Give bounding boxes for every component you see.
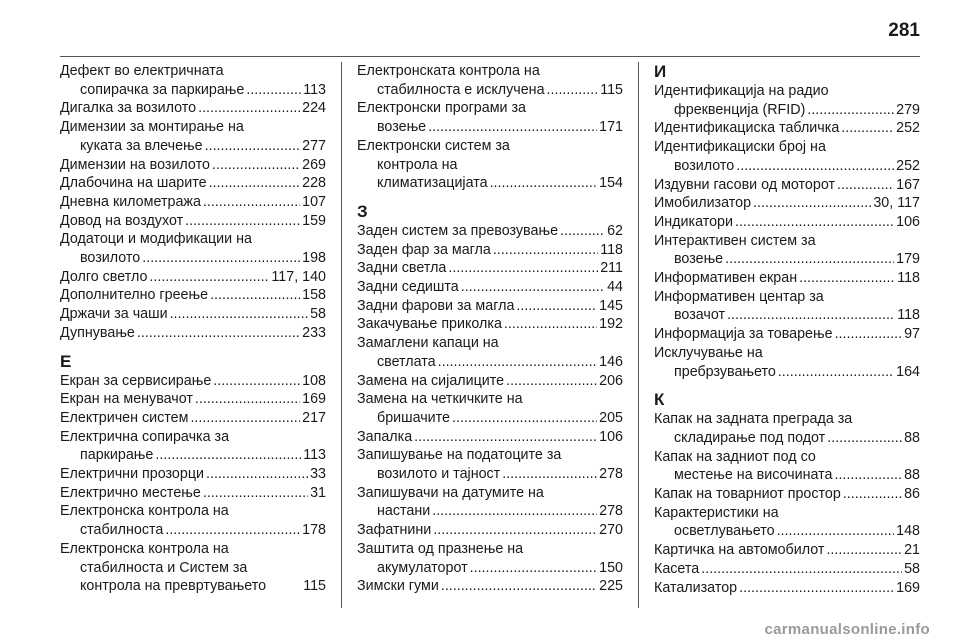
dot-leader — [209, 174, 301, 193]
entry-term: Заден систем за превозување — [357, 222, 559, 239]
entry-page-ref[interactable]: 148 — [896, 523, 920, 540]
index-entry[interactable] — [357, 577, 623, 596]
entry-term: Капак на задниот под со — [654, 448, 816, 465]
entry-page-ref[interactable]: 198 — [302, 250, 326, 267]
index-entry[interactable] — [60, 156, 326, 175]
entry-page-ref[interactable]: 58 — [310, 306, 326, 323]
entry-term: возачот — [674, 307, 726, 324]
entry-term: акумулаторот — [377, 559, 468, 576]
index-entry[interactable] — [654, 213, 920, 232]
entry-term: Информација за товарење — [654, 326, 833, 343]
entry-page-ref[interactable]: 270 — [599, 522, 623, 539]
dot-leader — [212, 156, 300, 175]
entry-page-ref[interactable]: 106 — [896, 213, 920, 230]
index-entry[interactable] — [357, 428, 623, 447]
index-entry[interactable] — [357, 390, 623, 427]
entry-term: Зафатнини — [357, 522, 432, 539]
entry-page-ref[interactable]: 118 — [897, 270, 920, 287]
entry-term: Капак на товарниот простор — [654, 486, 841, 503]
entry-term: Заден фар за магла — [357, 241, 491, 258]
index-entry[interactable] — [654, 504, 920, 541]
dot-leader — [826, 541, 902, 560]
index-entry[interactable] — [357, 521, 623, 540]
index-column-3 — [654, 62, 920, 597]
dot-leader — [433, 521, 597, 540]
entry-term: Дополнително греење — [60, 287, 209, 304]
index-entry[interactable] — [60, 484, 326, 503]
dot-leader — [701, 560, 902, 579]
index-entry[interactable] — [654, 560, 920, 579]
entry-term: Дефект во електричната — [60, 63, 224, 79]
entry-term: Електронска контрола на — [60, 503, 229, 520]
entry-term: Имобилизатор — [654, 195, 752, 212]
entry-term: Електронски систем за — [357, 137, 510, 154]
entry-term: светлата — [377, 353, 436, 370]
dot-leader — [841, 119, 894, 138]
entry-term: Електрични прозорци — [60, 466, 204, 483]
entry-page-ref[interactable]: 115 — [303, 578, 326, 595]
entry-term: возилото — [80, 250, 141, 267]
entry-page-ref[interactable]: 217 — [302, 409, 326, 426]
entry-term: Капак на задната преграда за — [654, 411, 853, 428]
entry-term: Идентификациска табличка — [654, 120, 840, 137]
page-number: 281 — [888, 20, 920, 41]
entry-term: Држачи за чаши — [60, 306, 168, 323]
index-entry[interactable] — [357, 446, 623, 483]
dot-leader — [206, 465, 308, 484]
index-entry[interactable] — [357, 372, 623, 391]
entry-page-ref[interactable]: 117, 140 — [271, 268, 326, 285]
dot-leader — [428, 118, 597, 137]
entry-page-ref[interactable]: 233 — [302, 324, 326, 341]
dot-leader — [438, 353, 598, 372]
entry-term: Идентификација на радио — [654, 83, 829, 99]
entry-page-ref[interactable]: 21 — [904, 542, 920, 559]
index-entry[interactable] — [654, 232, 920, 269]
entry-term: Длабочина на шарите — [60, 175, 207, 192]
index-entry[interactable] — [654, 410, 920, 447]
entry-page-ref[interactable]: 106 — [599, 428, 623, 445]
index-entry[interactable] — [357, 540, 623, 577]
dot-leader — [432, 502, 597, 521]
entry-page-ref[interactable]: 108 — [302, 372, 326, 389]
dot-leader — [137, 324, 300, 343]
dot-leader — [452, 409, 597, 428]
dot-leader — [753, 194, 871, 213]
index-entry[interactable] — [60, 62, 326, 99]
entry-term: Индикатори — [654, 213, 733, 230]
dot-leader — [170, 305, 309, 324]
entry-page-ref[interactable]: 154 — [599, 175, 623, 192]
entry-term: Димензии на возилото — [60, 156, 210, 173]
entry-page-ref[interactable]: 279 — [896, 101, 920, 118]
entry-term: Закачување приколка — [357, 316, 502, 333]
entry-page-ref[interactable]: 164 — [896, 363, 920, 380]
dot-leader — [736, 157, 894, 176]
entry-page-ref[interactable]: 88 — [904, 429, 920, 446]
index-entry[interactable] — [654, 138, 920, 175]
entry-term: Зимски гуми — [357, 578, 439, 595]
dot-leader — [739, 579, 894, 598]
entry-page-ref[interactable]: 158 — [302, 287, 326, 304]
entry-page-ref[interactable]: 44 — [607, 279, 623, 296]
index-entry[interactable] — [60, 324, 326, 343]
index-entry[interactable] — [60, 118, 326, 155]
dot-leader — [490, 174, 598, 193]
dot-leader — [195, 390, 300, 409]
index-entry[interactable] — [357, 259, 623, 278]
dot-leader — [725, 250, 894, 269]
entry-term: стабилноста е исклучена — [377, 81, 545, 98]
entry-page-ref[interactable]: 277 — [302, 137, 326, 154]
entry-term: Карактеристики на — [654, 504, 779, 521]
dot-leader — [165, 521, 300, 540]
entry-page-ref[interactable]: 167 — [896, 176, 920, 193]
dot-leader — [210, 286, 300, 305]
dot-leader — [835, 325, 903, 344]
entry-term: Дупнување — [60, 324, 135, 341]
index-entry[interactable] — [654, 288, 920, 325]
entry-page-ref[interactable]: 169 — [896, 579, 920, 596]
entry-term: складирање под подот — [674, 429, 826, 446]
entry-page-ref[interactable]: 206 — [599, 372, 623, 389]
index-entry[interactable] — [357, 297, 623, 316]
index-entry[interactable] — [357, 484, 623, 521]
index-entry[interactable] — [654, 269, 920, 288]
index-entry[interactable] — [60, 268, 326, 287]
entry-page-ref[interactable]: 33 — [310, 466, 326, 483]
dot-leader — [727, 306, 895, 325]
entry-term: пребрзувањето — [674, 363, 776, 380]
dot-leader — [185, 212, 300, 231]
header-rule — [60, 56, 920, 57]
entry-page-ref[interactable]: 269 — [302, 156, 326, 173]
entry-term: Задни светла — [357, 260, 447, 277]
entry-term: Интерактивен систем за — [654, 232, 816, 249]
section-letter: Е — [60, 351, 72, 371]
entry-term: паркирање — [80, 447, 154, 464]
entry-term: Замена на четкичките на — [357, 391, 523, 408]
entry-term: Електронската контрола на — [357, 63, 540, 79]
index-entry[interactable] — [60, 390, 326, 409]
dot-leader — [149, 268, 269, 287]
entry-term: Екран за сервисирање — [60, 372, 212, 389]
index-entry[interactable] — [654, 344, 920, 381]
entry-page-ref[interactable]: 88 — [904, 467, 920, 484]
dot-leader — [834, 466, 902, 485]
entry-page-ref[interactable]: 107 — [302, 193, 326, 210]
dot-leader — [502, 465, 597, 484]
index-entry[interactable] — [357, 99, 623, 136]
entry-page-ref[interactable]: 159 — [302, 212, 326, 229]
entry-page-ref[interactable]: 97 — [904, 326, 920, 343]
dot-leader — [827, 429, 902, 448]
entry-page-ref[interactable]: 225 — [599, 578, 623, 595]
entry-term: Заштита од празнење на — [357, 540, 524, 557]
index-entry[interactable] — [60, 99, 326, 118]
entry-term: Задни седишта — [357, 279, 459, 296]
entry-page-ref[interactable]: 171 — [599, 119, 623, 136]
entry-page-ref[interactable]: 252 — [896, 157, 920, 174]
entry-term: Картичка на автомобилот — [654, 542, 825, 559]
dot-leader — [414, 428, 597, 447]
entry-page-ref[interactable]: 113 — [303, 81, 326, 98]
entry-term: Катализатор — [654, 579, 738, 596]
dot-leader — [837, 176, 894, 195]
dot-leader — [470, 559, 598, 578]
entry-term: Електрично местење — [60, 484, 201, 501]
entry-page-ref[interactable]: 150 — [599, 559, 623, 576]
entry-term: Касета — [654, 560, 700, 577]
index-entry[interactable] — [60, 193, 326, 212]
entry-term: Исклучување на — [654, 344, 763, 361]
index-entry[interactable] — [60, 305, 326, 324]
dot-leader — [198, 99, 300, 118]
dot-leader — [205, 137, 301, 156]
dot-leader — [142, 249, 300, 268]
entry-page-ref[interactable]: 146 — [599, 353, 623, 370]
index-entry[interactable] — [654, 176, 920, 195]
entry-term: Информативен екран — [654, 270, 798, 287]
entry-page-ref[interactable]: 205 — [599, 409, 623, 426]
dot-leader — [516, 297, 597, 316]
entry-term: сопирачка за паркирање — [80, 81, 245, 98]
index-entry[interactable] — [357, 334, 623, 371]
dot-leader — [213, 372, 300, 391]
entry-page-ref[interactable]: 278 — [599, 466, 623, 483]
dot-leader — [547, 81, 599, 100]
entry-page-ref[interactable]: 169 — [302, 391, 326, 408]
index-entry[interactable] — [357, 137, 623, 193]
section-letter: И — [654, 62, 667, 81]
index-entry[interactable] — [357, 222, 623, 241]
dot-leader — [155, 446, 301, 465]
entry-page-ref[interactable]: 115 — [600, 81, 623, 98]
entry-term: Замена на сијалиците — [357, 372, 505, 389]
entry-term: Електрична сопирачка за — [60, 428, 230, 445]
entry-term: осветлувањето — [674, 523, 775, 540]
index-entry[interactable] — [357, 241, 623, 260]
entry-term: Запалка — [357, 428, 413, 445]
entry-page-ref[interactable]: 30, 117 — [873, 195, 920, 212]
entry-term: Екран на менувачот — [60, 391, 193, 408]
dot-leader — [461, 278, 605, 297]
index-entry[interactable] — [654, 579, 920, 598]
index-entry[interactable] — [357, 278, 623, 297]
entry-term: Електронски програми за — [357, 100, 527, 117]
entry-term: возилото — [674, 157, 735, 174]
index-entry[interactable] — [654, 448, 920, 485]
entry-term: Запишувачи на датумите на — [357, 484, 544, 501]
entry-page-ref[interactable]: 62 — [607, 222, 623, 239]
entry-term: Електричен систем — [60, 409, 189, 426]
dot-leader — [448, 259, 598, 278]
dot-leader — [807, 101, 894, 120]
entry-page-ref[interactable]: 113 — [303, 447, 326, 464]
entry-page-ref[interactable]: 179 — [896, 251, 920, 268]
leader-gap — [266, 577, 297, 596]
entry-page-ref[interactable]: 228 — [302, 175, 326, 192]
entry-term: стабилноста и Систем за — [80, 559, 248, 576]
index-entry[interactable] — [357, 315, 623, 334]
section-letter: К — [654, 390, 665, 410]
index-entry[interactable] — [60, 428, 326, 465]
index-entry[interactable] — [60, 372, 326, 391]
dot-leader — [493, 241, 598, 260]
entry-page-ref[interactable]: 145 — [599, 297, 623, 314]
entry-term: Задни фарови за магла — [357, 297, 515, 314]
entry-term: контрола на превртувањето — [80, 578, 267, 595]
entry-term: Запишување на податоците за — [357, 447, 562, 464]
entry-term: Електронска контрола на — [60, 540, 229, 557]
dot-leader — [190, 409, 300, 428]
index-entry[interactable] — [654, 194, 920, 213]
entry-term: возилото и тајност — [377, 466, 501, 483]
column-divider — [638, 62, 639, 608]
index-column-2 — [357, 62, 623, 596]
index-entry[interactable] — [60, 286, 326, 305]
entry-term: бришачите — [377, 409, 451, 426]
index-entry[interactable] — [60, 230, 326, 267]
entry-page-ref[interactable]: 178 — [302, 522, 326, 539]
dot-leader — [203, 193, 300, 212]
index-entry[interactable] — [654, 82, 920, 119]
dot-leader — [778, 363, 894, 382]
entry-term: Издувни гасови од моторот — [654, 176, 836, 193]
entry-page-ref[interactable]: 278 — [599, 503, 623, 520]
dot-leader — [203, 484, 308, 503]
entry-term: Дневна километража — [60, 193, 201, 210]
index-entry[interactable] — [654, 325, 920, 344]
section-letter: З — [357, 201, 368, 221]
dot-leader — [799, 269, 895, 288]
index-entry[interactable] — [60, 409, 326, 428]
dot-leader — [735, 213, 894, 232]
index-entry[interactable] — [654, 541, 920, 560]
index-column-1 — [60, 62, 326, 596]
dot-leader — [441, 577, 597, 596]
dot-leader — [843, 485, 902, 504]
entry-term: Довод на воздухот — [60, 212, 184, 229]
entry-page-ref[interactable]: 211 — [600, 260, 623, 277]
entry-term: настани — [377, 503, 431, 520]
entry-page-ref[interactable]: 192 — [599, 316, 623, 333]
entry-term: местење на височината — [674, 467, 833, 484]
entry-term: Димензии за монтирање на — [60, 119, 244, 136]
entry-term: возење — [674, 251, 724, 268]
entry-page-ref[interactable]: 118 — [600, 241, 623, 258]
index-entry[interactable] — [357, 62, 623, 99]
entry-term: Додатоци и модификации на — [60, 231, 252, 248]
dot-leader — [560, 222, 605, 241]
entry-term: куката за влечење — [80, 137, 203, 154]
index-entry[interactable] — [654, 485, 920, 504]
index-entry[interactable] — [60, 502, 326, 539]
entry-page-ref[interactable]: 31 — [310, 484, 326, 501]
index-entry[interactable] — [60, 540, 326, 596]
column-divider — [341, 62, 342, 608]
entry-page-ref[interactable]: 58 — [904, 560, 920, 577]
entry-term: Информативен центар за — [654, 288, 824, 305]
entry-page-ref[interactable]: 86 — [904, 486, 920, 503]
entry-page-ref[interactable]: 224 — [302, 100, 326, 117]
entry-term: климатизацијата — [377, 175, 488, 192]
entry-page-ref[interactable]: 252 — [896, 120, 920, 137]
entry-term: Дигалка за возилото — [60, 100, 197, 117]
entry-term: фреквенција (RFID) — [674, 101, 806, 118]
entry-term: контрола на — [377, 156, 458, 173]
entry-term: Долго светло — [60, 268, 148, 285]
entry-term: Идентификациски број на — [654, 139, 826, 156]
dot-leader — [777, 522, 895, 541]
index-entry[interactable] — [60, 212, 326, 231]
entry-term: возење — [377, 119, 427, 136]
index-entry[interactable] — [60, 174, 326, 193]
watermark: carmanualsonline.info — [764, 621, 930, 638]
index-entry[interactable] — [654, 119, 920, 138]
dot-leader — [506, 372, 597, 391]
entry-term: Замаглени капаци на — [357, 335, 499, 352]
index-entry[interactable] — [60, 465, 326, 484]
entry-page-ref[interactable]: 118 — [897, 307, 920, 324]
dot-leader — [504, 315, 597, 334]
entry-term: стабилноста — [80, 522, 164, 539]
dot-leader — [246, 81, 301, 100]
